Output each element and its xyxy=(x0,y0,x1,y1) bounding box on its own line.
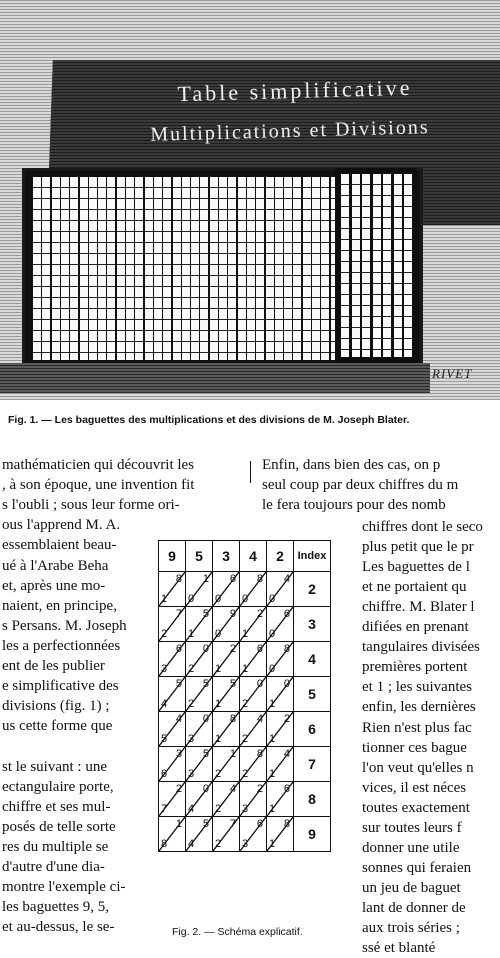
napier-rod xyxy=(383,174,391,357)
grid-cell-units: 1 xyxy=(202,573,209,585)
grid-row xyxy=(159,782,331,817)
text-line: les a perfectionnées xyxy=(2,637,121,654)
grid-index-value: 4 xyxy=(308,651,316,667)
grid-cell-tens: 3 xyxy=(242,803,249,815)
napier-rod xyxy=(191,177,199,360)
text-line: st le suivant : une xyxy=(2,758,107,775)
grid-cell xyxy=(186,817,213,852)
napier-rod xyxy=(266,177,274,360)
grid-cell-units: 4 xyxy=(256,713,263,725)
napier-rod xyxy=(89,177,97,360)
grid-cell xyxy=(240,677,267,712)
text-line: et ne portaient qu xyxy=(362,579,467,596)
grid-cell xyxy=(186,712,213,747)
lid-subtitle: Multiplications et Divisions xyxy=(150,116,430,146)
grid-index-cell xyxy=(294,817,331,852)
grid-cell xyxy=(240,747,267,782)
grid-cell-tens: 4 xyxy=(161,698,168,710)
grid-cell xyxy=(267,677,294,712)
napier-rod xyxy=(373,174,381,357)
napier-rod xyxy=(61,177,69,360)
grid-cell xyxy=(186,642,213,677)
text-line: montre l'exemple ci- xyxy=(2,879,126,896)
napier-rod xyxy=(352,174,360,357)
grid-cell-tens: 2 xyxy=(242,698,249,710)
grid-cell-units: 2 xyxy=(256,783,263,795)
text-line: l'on veut qu'elles n xyxy=(362,759,474,776)
grid-cell-units: 5 xyxy=(202,608,209,620)
grid-header-cell: 3 xyxy=(213,541,240,572)
text-line: chiffres dont le seco xyxy=(362,519,483,535)
grid-cell-tens: 1 xyxy=(242,628,249,640)
grid-cell-units: 8 xyxy=(256,748,263,760)
grid-cell-units: 7 xyxy=(175,608,182,620)
text-line: les baguettes 9, 5, xyxy=(2,899,110,916)
grid-index-cell xyxy=(294,607,331,642)
grid-cell xyxy=(159,817,186,852)
text-line: tangulaires divisées xyxy=(362,639,480,656)
grid-cell-units: 6 xyxy=(283,783,290,795)
grid-cell xyxy=(267,817,294,852)
napier-rod xyxy=(303,177,311,360)
text-line: chiffre. M. Blater l xyxy=(362,599,475,616)
grid-cell xyxy=(267,712,294,747)
grid-index-cell xyxy=(294,572,331,607)
figure-2-schema xyxy=(158,540,331,852)
napier-rod xyxy=(117,177,125,360)
grid-index-cell xyxy=(294,642,331,677)
napier-rod xyxy=(247,177,255,360)
grid-index-cell xyxy=(294,747,331,782)
grid-cell-units: 2 xyxy=(175,783,182,795)
grid-cell-units: 8 xyxy=(175,573,182,585)
napier-rod xyxy=(210,177,218,360)
grid-cell-units: 4 xyxy=(283,748,290,760)
grid-cell-tens: 0 xyxy=(269,628,276,640)
grid-header-cell: 9 xyxy=(159,541,186,572)
multiplication-grid xyxy=(158,540,331,852)
text-line: aux trois séries ; xyxy=(362,920,460,936)
text-line: et 1 ; les suivantes xyxy=(362,679,472,696)
grid-cell-units: 6 xyxy=(229,573,236,585)
napier-rod xyxy=(200,177,208,360)
text-line: enfin, les dernières xyxy=(362,699,476,716)
text-line: ent de les publier xyxy=(2,658,105,674)
text-line: et, après une mo- xyxy=(2,577,106,594)
grid-cell-tens: 1 xyxy=(269,838,276,850)
grid-cell xyxy=(213,747,240,782)
grid-cell xyxy=(213,572,240,607)
grid-cell xyxy=(267,572,294,607)
napier-rod xyxy=(33,177,41,360)
grid-cell-units: 1 xyxy=(175,818,182,830)
text-line: le fera toujours pour des nomb xyxy=(262,497,446,513)
text-line: naient, en principe, xyxy=(2,597,117,614)
grid-cell xyxy=(213,607,240,642)
grid-index-value: 8 xyxy=(308,791,316,807)
grid-cell-tens: 5 xyxy=(161,733,168,745)
grid-cell-tens: 1 xyxy=(188,628,195,640)
grid-cell-tens: 4 xyxy=(188,803,195,815)
grid-cell xyxy=(213,677,240,712)
grid-row xyxy=(159,712,331,747)
napier-rod xyxy=(135,177,143,360)
napier-rod xyxy=(275,177,283,360)
grid-cell-tens: 2 xyxy=(215,803,222,815)
grid-cell-units: 5 xyxy=(202,748,209,760)
grid-cell-units: 0 xyxy=(202,643,209,655)
napier-rod xyxy=(163,177,171,360)
text-line: s Persans. M. Joseph xyxy=(2,617,127,634)
grid-header-cell: 5 xyxy=(186,541,213,572)
grid-cell xyxy=(186,747,213,782)
grid-cell-tens: 1 xyxy=(269,733,276,745)
grid-cell xyxy=(213,817,240,852)
napier-rod xyxy=(228,177,236,360)
grid-cell-units: 4 xyxy=(175,713,182,725)
grid-cell-tens: 1 xyxy=(161,593,168,605)
text-line: et au-dessus, le se- xyxy=(2,919,115,936)
grid-cell-tens: 1 xyxy=(269,803,276,815)
grid-cell-tens: 0 xyxy=(188,593,195,605)
text-line: posés de telle sorte xyxy=(2,818,116,835)
grid-cell-units: 2 xyxy=(256,608,263,620)
grid-index-value: 2 xyxy=(308,581,316,597)
grid-cell-units: 5 xyxy=(229,678,236,690)
grid-cell-tens: 3 xyxy=(161,663,168,675)
text-line: Les baguettes de l xyxy=(362,559,470,576)
grid-index-value: 6 xyxy=(308,721,316,737)
grid-cell-tens: 2 xyxy=(242,733,249,745)
grid-cell-units: 2 xyxy=(283,713,290,725)
grid-index-value: 3 xyxy=(308,616,316,632)
grid-cell-units: 5 xyxy=(202,678,209,690)
text-line: mathématicien qui découvrit les xyxy=(2,457,195,473)
napier-rod xyxy=(42,177,50,360)
grid-row xyxy=(159,572,331,607)
grid-cell-units: 0 xyxy=(202,783,209,795)
text-line: ous l'apprend M. A. xyxy=(2,517,121,534)
grid-cell-tens: 4 xyxy=(188,838,195,850)
napier-rod xyxy=(154,177,162,360)
grid-cell-tens: 3 xyxy=(242,838,249,850)
grid-cell-tens: 0 xyxy=(242,593,249,605)
napier-rod xyxy=(145,177,153,360)
grid-cell xyxy=(186,782,213,817)
grid-cell-tens: 1 xyxy=(269,698,276,710)
grid-cell-units: 3 xyxy=(175,748,182,760)
text-line: d'autre d'une dia- xyxy=(2,859,105,875)
grid-cell xyxy=(240,607,267,642)
grid-cell-tens: 6 xyxy=(161,768,168,780)
grid-index-value: 9 xyxy=(308,826,316,842)
text-line: difiées en prenant xyxy=(362,619,469,636)
napier-rod xyxy=(182,177,190,360)
text-line: essemblaient beau- xyxy=(2,537,117,554)
grid-row xyxy=(159,747,331,782)
grid-cell xyxy=(267,747,294,782)
text-line: ué à l'Arabe Beha xyxy=(2,557,109,574)
grid-index-value: 5 xyxy=(308,686,316,702)
grid-cell xyxy=(186,572,213,607)
text-line: Enfin, dans bien des cas, on p xyxy=(262,457,441,473)
grid-cell xyxy=(159,677,186,712)
grid-index-cell xyxy=(294,677,331,712)
grid-cell-units: 8 xyxy=(283,818,290,830)
grid-cell xyxy=(267,782,294,817)
grid-cell xyxy=(267,607,294,642)
grid-cell-units: 5 xyxy=(202,818,209,830)
napier-rod xyxy=(321,177,329,360)
text-line: s l'oubli ; sous leur forme ori- xyxy=(2,497,180,514)
grid-cell-units: 0 xyxy=(283,678,290,690)
grid-cell-tens: 3 xyxy=(188,733,195,745)
text-line: , à son époque, une invention fit xyxy=(2,477,195,494)
grid-cell-tens: 2 xyxy=(161,628,168,640)
napier-rod xyxy=(238,177,246,360)
grid-cell-tens: 0 xyxy=(269,663,276,675)
grid-cell xyxy=(159,607,186,642)
grid-cell-units: 6 xyxy=(283,608,290,620)
grid-header-row xyxy=(159,541,331,572)
grid-cell-tens: 7 xyxy=(161,803,168,815)
grid-cell-tens: 0 xyxy=(269,593,276,605)
text-line: tionner ces bague xyxy=(362,739,467,756)
column-rule xyxy=(250,461,251,483)
grid-cell xyxy=(186,677,213,712)
grid-cell-tens: 2 xyxy=(242,768,249,780)
grid-cell-tens: 8 xyxy=(161,838,168,850)
engraver-signature: RIVET xyxy=(432,366,473,381)
napier-rod xyxy=(107,177,115,360)
grid-cell-tens: 0 xyxy=(215,593,222,605)
grid-cell-tens: 2 xyxy=(188,663,195,675)
grid-cell xyxy=(240,712,267,747)
grid-cell-tens: 3 xyxy=(188,768,195,780)
text-line: toutes exactement xyxy=(362,799,470,816)
text-line: vices, il est néces xyxy=(362,779,467,796)
napier-rod xyxy=(219,177,227,360)
napier-rod xyxy=(173,177,181,360)
text-line: ectangulaire porte, xyxy=(2,778,114,795)
grid-cell xyxy=(240,642,267,677)
lid-title: Table simplificative xyxy=(177,74,413,107)
figure-2-caption: Fig. 2. — Schéma explicatif. xyxy=(172,926,303,938)
napier-rod xyxy=(404,174,412,357)
grid-cell-tens: 1 xyxy=(215,698,222,710)
grid-cell-tens: 2 xyxy=(188,698,195,710)
grid-cell-units: 6 xyxy=(256,818,263,830)
grid-cell-tens: 2 xyxy=(215,768,222,780)
grid-header-cell: 4 xyxy=(240,541,267,572)
text-line: plus petit que le pr xyxy=(362,539,474,556)
grid-cell-units: 5 xyxy=(175,678,182,690)
grid-cell-tens: 1 xyxy=(269,768,276,780)
figure-1-illustration xyxy=(0,0,500,400)
grid-index-cell xyxy=(294,712,331,747)
grid-cell-units: 6 xyxy=(175,643,182,655)
grid-row xyxy=(159,642,331,677)
text-line: sur toutes leurs f xyxy=(362,819,462,836)
grid-cell-units: 6 xyxy=(256,643,263,655)
text-line: e simplificative des xyxy=(2,678,119,695)
grid-cell xyxy=(213,782,240,817)
grid-cell-units: 0 xyxy=(202,713,209,725)
grid-cell-units: 7 xyxy=(229,818,236,830)
napier-rod xyxy=(52,177,60,360)
napier-rod xyxy=(70,177,78,360)
napier-rod xyxy=(126,177,134,360)
grid-cell-units: 0 xyxy=(256,678,263,690)
grid-row xyxy=(159,677,331,712)
grid-header-cell: 2 xyxy=(267,541,294,572)
grid-cell xyxy=(240,782,267,817)
text-line: us cette forme que xyxy=(2,718,113,735)
grid-cell-units: 2 xyxy=(229,643,236,655)
grid-cell-tens: 1 xyxy=(215,663,222,675)
text-line: seul coup par deux chiffres du m xyxy=(262,477,459,493)
grid-cell xyxy=(267,642,294,677)
grid-cell-units: 8 xyxy=(256,573,263,585)
grid-row xyxy=(159,817,331,852)
text-line: donner une utile xyxy=(362,839,460,856)
grid-cell-tens: 1 xyxy=(242,663,249,675)
napier-rod xyxy=(312,177,320,360)
grid-cell xyxy=(240,817,267,852)
grid-cell xyxy=(159,712,186,747)
rods-box-right xyxy=(335,168,417,363)
napier-rod xyxy=(362,174,370,357)
text-line: chiffre et ses mul- xyxy=(2,798,111,815)
napier-rod xyxy=(341,174,349,357)
grid-cell-units: 4 xyxy=(229,783,236,795)
text-line: un jeu de baguet xyxy=(362,879,461,896)
grid-cell xyxy=(159,782,186,817)
napier-rod xyxy=(256,177,264,360)
grid-cell-units: 1 xyxy=(229,748,236,760)
napier-rod xyxy=(394,174,402,357)
grid-index-cell xyxy=(294,782,331,817)
grid-cell-tens: 0 xyxy=(215,628,222,640)
grid-header-cell: Index xyxy=(294,541,331,572)
grid-row xyxy=(159,607,331,642)
grid-cell-units: 9 xyxy=(229,608,236,620)
text-line: res du multiple se xyxy=(2,838,109,855)
text-line: lant de donner de xyxy=(362,899,466,916)
grid-cell xyxy=(159,747,186,782)
grid-cell-units: 4 xyxy=(283,573,290,585)
grid-cell xyxy=(240,572,267,607)
grid-cell xyxy=(186,607,213,642)
text-line: Rien n'est plus fac xyxy=(362,719,472,736)
grid-cell xyxy=(213,712,240,747)
grid-cell-units: 8 xyxy=(283,643,290,655)
text-line: ssé et blanté xyxy=(362,940,436,957)
grid-cell xyxy=(213,642,240,677)
napier-rod xyxy=(293,177,301,360)
grid-index-value: 7 xyxy=(308,756,316,772)
grid-cell xyxy=(159,642,186,677)
napier-rod xyxy=(80,177,88,360)
text-line: divisions (fig. 1) ; xyxy=(2,698,110,715)
napier-rod xyxy=(98,177,106,360)
grid-cell-units: 8 xyxy=(229,713,236,725)
grid-cell-tens: 2 xyxy=(215,838,222,850)
text-line: premières portent xyxy=(362,659,468,676)
grid-cell-tens: 1 xyxy=(215,733,222,745)
text-line: sonnes qui feraien xyxy=(362,859,472,876)
napier-rod xyxy=(284,177,292,360)
box-base xyxy=(0,363,430,393)
grid-cell xyxy=(159,572,186,607)
figure-1-caption: Fig. 1. — Les baguettes des multiplications et des divisions de M. Joseph Blater. xyxy=(8,414,410,426)
